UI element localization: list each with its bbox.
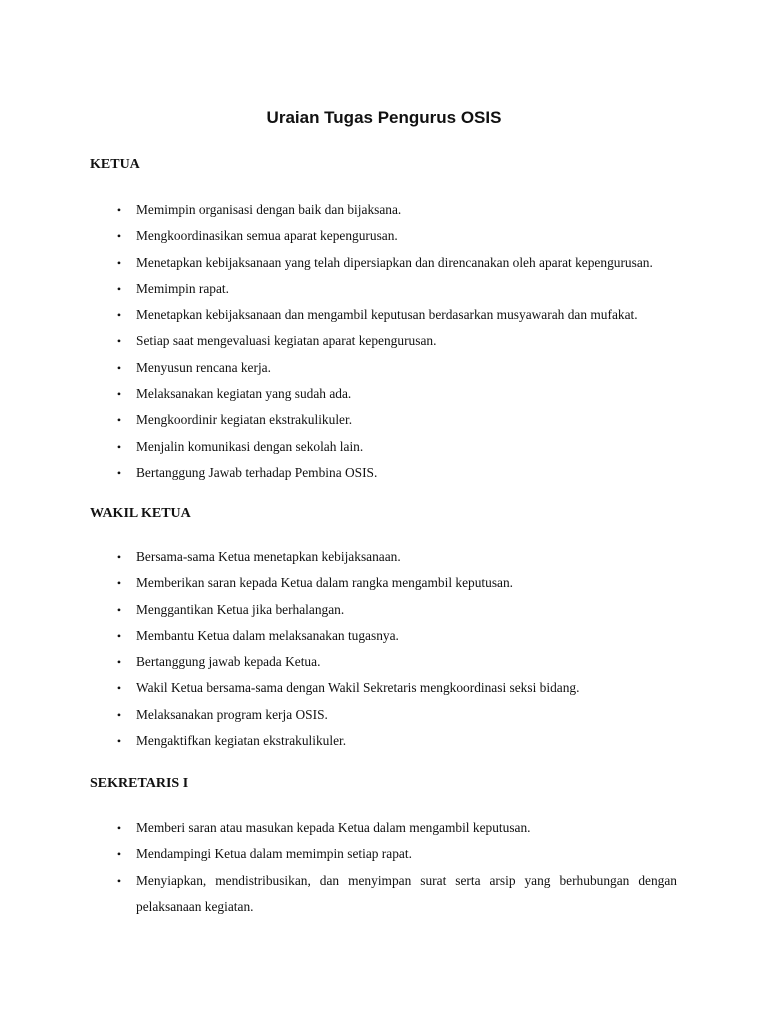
- list-item-text: Membantu Ketua dalam melaksanakan tugasnya.: [136, 627, 399, 643]
- list-item: [0, 197, 768, 223]
- bullet-icon: •: [116, 334, 122, 349]
- bullet-icon: •: [116, 873, 122, 888]
- list-item-text: Menjalin komunikasi dengan sekolah lain.: [136, 438, 364, 454]
- list-item-text: Memimpin organisasi dengan baik dan bijaksana.: [136, 202, 402, 217]
- section-heading-sekretaris-1: SEKRETARIS I: [90, 776, 189, 791]
- bullet-icon: •: [116, 413, 122, 428]
- bullet-icon: •: [116, 576, 122, 591]
- list-item-text: Menyusun rencana kerja.: [136, 359, 271, 375]
- list-item: [0, 649, 768, 675]
- list-item: [0, 276, 768, 302]
- bullet-icon: •: [116, 681, 122, 696]
- duty-list-wakil-ketua: [0, 544, 768, 754]
- list-item: [0, 570, 768, 596]
- list-item-text: Menyiapkan, mendistribusikan, dan menyimpan surat serta arsip yang berhubungan dengan pelaksanaan kegiatan.: [136, 872, 677, 914]
- list-item: [0, 544, 768, 570]
- list-item: [0, 407, 768, 433]
- list-item-text: Memberi saran atau masukan kepada Ketua dalam mengambil keputusan.: [136, 820, 531, 835]
- list-item-text: Mendampingi Ketua dalam memimpin setiap rapat.: [136, 846, 412, 862]
- list-item-text: Bersama-sama Ketua menetapkan kebijaksanaan.: [136, 549, 401, 564]
- list-item: [0, 675, 768, 701]
- list-item-text: Bertanggung jawab kepada Ketua.: [136, 654, 321, 670]
- list-item: [0, 381, 768, 407]
- list-item: [0, 434, 768, 460]
- bullet-icon: •: [116, 360, 122, 375]
- document-title: Uraian Tugas Pengurus OSIS: [266, 108, 502, 127]
- list-item: [0, 460, 768, 486]
- list-item-text: Memberikan saran kepada Ketua dalam rangka mengambil keputusan.: [136, 575, 514, 591]
- bullet-icon: •: [116, 229, 122, 244]
- section-heading-ketua: KETUA: [90, 157, 140, 172]
- list-item: [0, 702, 768, 728]
- list-item-text: Setiap saat mengevaluasi kegiatan aparat kepengurusan.: [136, 333, 437, 349]
- list-item: [0, 868, 768, 921]
- bullet-icon: •: [116, 308, 122, 323]
- list-item: [0, 841, 768, 867]
- bullet-icon: •: [116, 602, 122, 617]
- list-item-text: Memimpin rapat.: [136, 280, 229, 296]
- section-heading-wakil-ketua: WAKIL KETUA: [90, 506, 191, 521]
- bullet-icon: •: [116, 439, 122, 454]
- list-item: [0, 597, 768, 623]
- list-item-text: Melaksanakan kegiatan yang sudah ada.: [136, 386, 352, 402]
- list-item: [0, 355, 768, 381]
- list-item-text: Melaksanakan program kerja OSIS.: [136, 706, 328, 722]
- bullet-icon: •: [116, 707, 122, 722]
- bullet-icon: •: [116, 847, 122, 862]
- list-item: [0, 623, 768, 649]
- bullet-icon: •: [116, 387, 122, 402]
- bullet-icon: •: [116, 203, 122, 217]
- list-item-text: Menetapkan kebijaksanaan yang telah dipersiapkan dan direncanakan oleh aparat kepengurusan.: [136, 254, 653, 270]
- bullet-icon: •: [116, 550, 122, 564]
- bullet-icon: •: [116, 734, 122, 749]
- list-item-text: Menggantikan Ketua jika berhalangan.: [136, 601, 345, 617]
- bullet-icon: •: [116, 465, 122, 480]
- list-item-text: Mengkoordinir kegiatan ekstrakulikuler.: [136, 412, 353, 428]
- list-item: [0, 328, 768, 354]
- bullet-icon: •: [116, 821, 122, 835]
- duty-list-sekretaris-1: [0, 815, 768, 920]
- list-item-text: Wakil Ketua bersama-sama dengan Wakil Sekretaris mengkoordinasi seksi bidang.: [136, 680, 580, 696]
- bullet-icon: •: [116, 281, 122, 296]
- bullet-icon: •: [116, 255, 122, 270]
- list-item-text: Mengaktifkan kegiatan ekstrakulikuler.: [136, 733, 347, 749]
- list-item-text: Menetapkan kebijaksanaan dan mengambil keputusan berdasarkan musyawarah dan mufakat.: [136, 307, 638, 323]
- list-item: [0, 223, 768, 249]
- bullet-icon: •: [116, 628, 122, 643]
- list-item: [0, 250, 768, 276]
- list-item-text: Bertanggung Jawab terhadap Pembina OSIS.: [136, 464, 378, 480]
- list-item: [0, 815, 768, 841]
- list-item: [0, 728, 768, 754]
- list-item: [0, 302, 768, 328]
- list-item-text: Mengkoordinasikan semua aparat kepengurusan.: [136, 228, 398, 244]
- bullet-icon: •: [116, 655, 122, 670]
- duty-list-ketua: [0, 197, 768, 486]
